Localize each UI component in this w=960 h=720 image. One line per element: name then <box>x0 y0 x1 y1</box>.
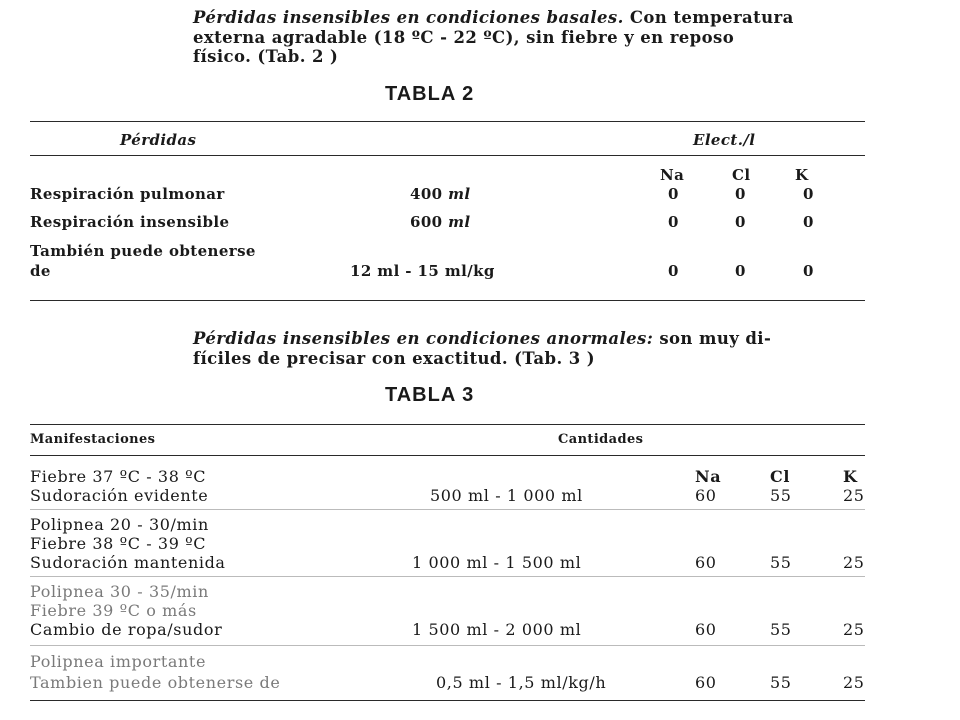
table-3-row-3-k: 25 <box>843 620 865 639</box>
table-2-row-1-na: 0 <box>668 185 679 203</box>
table-3-row-4-qty: 0,5 ml - 1,5 ml/kg/h <box>436 673 607 692</box>
table-3-row-3-line-3: Cambio de ropa/sudor <box>30 620 223 639</box>
intro-paragraph-1-line-1 <box>193 8 794 27</box>
table-2-row-2-k: 0 <box>803 213 814 231</box>
table-3-row-4-cl: 55 <box>770 673 792 692</box>
table-2-col-k: K <box>795 166 809 184</box>
table-2-title: TABLA 2 <box>385 83 475 105</box>
table-3-row-1-line-1: Fiebre 37 ºC - 38 ºC <box>30 467 207 486</box>
intro-1-rest: Con temperatura <box>623 8 794 27</box>
table-3-row-1-k: 25 <box>843 486 865 505</box>
table-3-row-3-cl: 55 <box>770 620 792 639</box>
intro-paragraph-1-line-3: físico. (Tab. 2 ) <box>193 47 339 66</box>
table-3-row-divider-2 <box>30 576 865 577</box>
table-3-row-4-na: 60 <box>695 673 717 692</box>
intro-paragraph-2-line-1 <box>193 329 771 348</box>
table-3-row-2-qty: 1 000 ml - 1 500 ml <box>412 553 582 572</box>
table-2-row-2-label: Respiración insensible <box>30 213 230 231</box>
table-3-row-1-line-2: Sudoración evidente <box>30 486 209 505</box>
table-2-top-rule <box>30 121 865 122</box>
table-3-row-2-k: 25 <box>843 553 865 572</box>
table-2-row-1-k: 0 <box>803 185 814 203</box>
table-2-row-3-na: 0 <box>668 262 679 280</box>
table-3-col-na: Na <box>695 467 722 486</box>
table-2-col-cl: Cl <box>732 166 751 184</box>
table-3-row-2-line-2: Fiebre 38 ºC - 39 ºC <box>30 534 207 553</box>
table-3-col-k: K <box>843 467 858 486</box>
table-3-row-1-na: 60 <box>695 486 717 505</box>
table-2-header-elect: Elect./l <box>693 131 756 149</box>
table-2-row-2-cl: 0 <box>735 213 746 231</box>
table-3-title: TABLA 3 <box>385 384 475 406</box>
intro-paragraph-2-line-2: fíciles de precisar con exactitud. (Tab. 3 ) <box>193 349 595 368</box>
table-2-bottom-rule <box>30 300 865 301</box>
table-3-row-divider-3 <box>30 645 865 646</box>
table-3-row-4-line-1: Polipnea importante <box>30 652 207 671</box>
table-2-row-3-label-line-1: También puede obtenerse <box>30 242 256 260</box>
table-3-row-3-qty: 1 500 ml - 2 000 ml <box>412 620 582 639</box>
table-3-row-2-na: 60 <box>695 553 717 572</box>
table-3-row-1-cl: 55 <box>770 486 792 505</box>
table-2-row-2-na: 0 <box>668 213 679 231</box>
table-3-row-2-cl: 55 <box>770 553 792 572</box>
intro-2-italic-heading: Pérdidas insensibles en condiciones anormales: <box>193 329 654 348</box>
table-2-row-3-k: 0 <box>803 262 814 280</box>
table-2-header-losses: Pérdidas <box>120 131 197 149</box>
intro-1-italic-heading: Pérdidas insensibles en condiciones basales. <box>193 8 624 27</box>
table-3-header-rule <box>30 455 865 456</box>
table-3-row-3-na: 60 <box>695 620 717 639</box>
table-3-header-manifestations: Manifestaciones <box>30 432 156 447</box>
table-3-col-cl: Cl <box>770 467 791 486</box>
table-3-row-4-line-2: Tambien puede obtenerse de <box>30 673 281 692</box>
table-3-top-rule <box>30 424 865 425</box>
table-3-header-quantities: Cantidades <box>558 432 644 447</box>
table-3-row-3-line-2: Fiebre 39 ºC o más <box>30 601 197 620</box>
table-2-row-3-qty: 12 ml - 15 ml/kg <box>350 262 495 280</box>
table-2-row-3-label-line-2: de <box>30 262 51 280</box>
table-3-bottom-rule <box>30 700 865 701</box>
table-3-row-4-k: 25 <box>843 673 865 692</box>
table-3-row-3-line-1: Polipnea 30 - 35/min <box>30 582 209 601</box>
table-3-row-2-line-1: Polipnea 20 - 30/min <box>30 515 209 534</box>
intro-paragraph-1-line-2: externa agradable (18 ºC - 22 ºC), sin fiebre y en reposo <box>193 28 735 47</box>
table-2-row-1-label: Respiración pulmonar <box>30 185 225 203</box>
table-2-col-na: Na <box>660 166 685 184</box>
table-2-row-2-qty: 600 ml <box>410 213 471 231</box>
table-3-row-1-qty: 500 ml - 1 000 ml <box>430 486 583 505</box>
table-3-row-divider-1 <box>30 509 865 510</box>
table-2-row-3-cl: 0 <box>735 262 746 280</box>
table-3-row-2-line-3: Sudoración mantenida <box>30 553 226 572</box>
intro-2-rest: son muy di- <box>653 329 772 348</box>
table-2-header-rule <box>30 155 865 156</box>
table-2-row-1-qty: 400 ml <box>410 185 471 203</box>
table-2-row-1-cl: 0 <box>735 185 746 203</box>
